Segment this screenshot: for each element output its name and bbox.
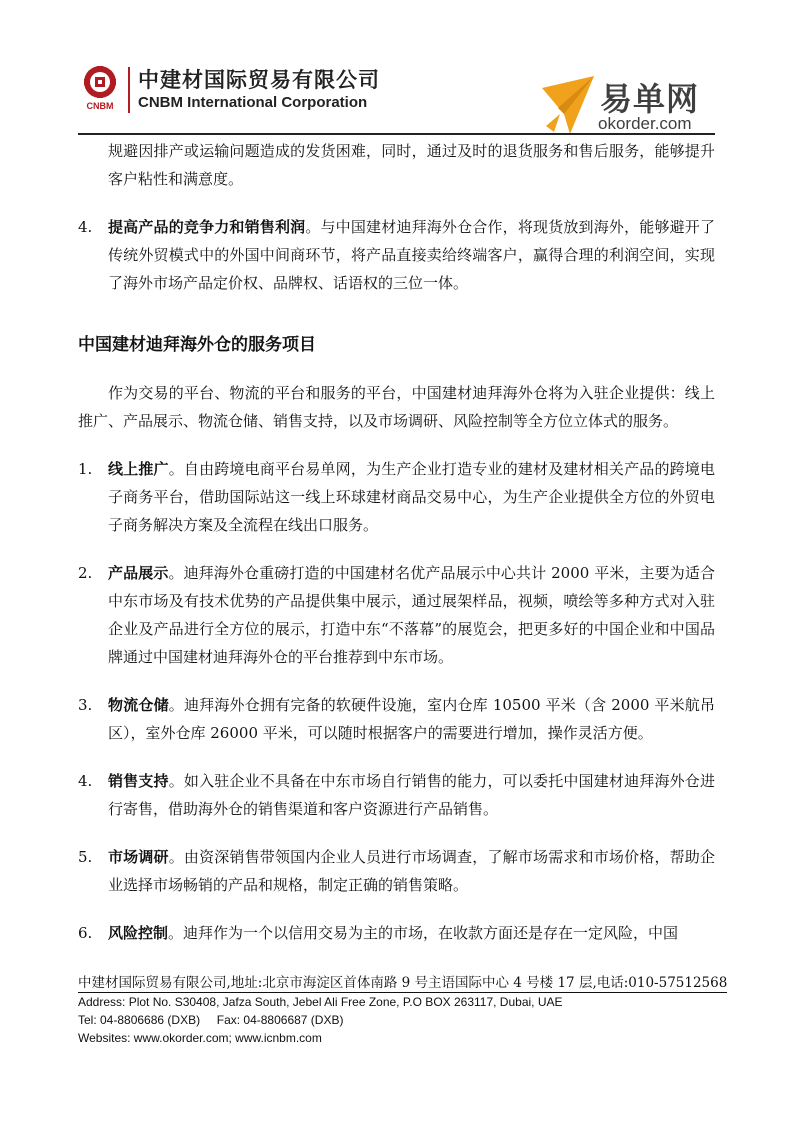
item-number: 4. [78, 218, 93, 236]
cnbm-logo [78, 60, 380, 120]
header-rule [78, 133, 715, 135]
intro-paragraph: 作为交易的平台、物流的平台和服务的平台，中国建材迪拜海外仓将为入驻企业提供：线上推广、产品展示、物流仓储、销售支持，以及市场调研、风险控制等全方位立体式的服务。 [78, 384, 715, 430]
service-item [78, 455, 715, 539]
item-title: 线上推广 [108, 460, 169, 478]
item-number: 6. [78, 924, 93, 942]
footer-websites: Websites: www.okorder.com; www.icnbm.com [78, 1031, 322, 1045]
item-text: 。迪拜海外仓重磅打造的中国建材名优产品展示中心共计 2000 平米，主要为适合中东市场及有技术优势的产品提供集中展示，通过展架样品，视频，喷绘等多种方式对入驻企业及产品进行全方位的展示，打造中东“不落幕”的展览会，把更多好的中国企业和中国品牌通过中国建材迪拜海外仓的平台推荐到中东市场。 [108, 564, 715, 666]
cnbm-emblem-icon [78, 63, 122, 117]
logo-abbr: CNBM [86, 101, 114, 111]
item-text: 。迪拜海外仓拥有完备的软硬件设施，室内仓库 10500 平米（含 2000 平米航吊区），室外仓库 26000 平米，可以随时根据客户的需要进行增加，操作灵活方便。 [108, 696, 715, 742]
continued-paragraph: 规避因排产或运输问题造成的发货困难，同时，通过及时的退货服务和售后服务，能够提升客户粘性和满意度。 [108, 142, 715, 188]
item-title: 产品展示 [108, 564, 169, 582]
service-item [78, 559, 715, 671]
company-name-cn: 中建材国际贸易有限公司 [138, 68, 380, 92]
section-title: 中国建材迪拜海外仓的服务项目 [78, 335, 316, 355]
item-number: 2. [78, 564, 93, 582]
item-title: 销售支持 [108, 772, 169, 790]
item-number: 5. [78, 848, 93, 866]
document-body [78, 137, 715, 947]
item-text: 。由资深销售带领国内企业人员进行市场调查，了解市场需求和市场价格，帮助企业选择市场畅销的产品和规格，制定正确的销售策略。 [108, 848, 715, 894]
item-text: 。与中国建材迪拜海外仓合作，将现货放到海外，能够避开了传统外贸模式中的外国中间商环节，将产品直接卖给终端客户，赢得合理的利润空间，实现了海外市场产品定价权、品牌权、话语权的三位一体。 [108, 218, 715, 292]
footer-address-dubai: Address: Plot No. S30408, Jafza South, Jebel Ali Free Zone, P.O BOX 263117, Dubai, UAE [78, 995, 563, 1009]
item-number: 3. [78, 696, 93, 714]
item-title: 提高产品的竞争力和销售利润 [108, 218, 306, 236]
item-title: 风险控制 [108, 924, 169, 942]
logo-divider [128, 67, 130, 113]
advantage-item-4 [78, 213, 715, 297]
okorder-logo [540, 74, 715, 136]
page-footer [78, 972, 728, 1047]
service-item [78, 691, 715, 747]
item-number: 1. [78, 460, 93, 478]
item-title: 物流仓储 [108, 696, 169, 714]
service-item [78, 767, 715, 823]
item-text: 。迪拜作为一个以信用交易为主的市场，在收款方面还是存在一定风险，中国 [168, 924, 679, 942]
service-item [78, 843, 715, 899]
item-text: 。自由跨境电商平台易单网，为生产企业打造专业的建材及建材相关产品的跨境电子商务平台，借助国际站这一线上环球建材商品交易中心，为生产企业提供全方位的外贸电子商务解决方案及全流程在线出口服务。 [108, 460, 715, 534]
service-item [78, 919, 715, 947]
footer-tel-fax: Tel: 04-8806686 (DXB) Fax: 04-8806687 (DXB) [78, 1013, 344, 1027]
paper-plane-icon [540, 74, 596, 136]
item-title: 市场调研 [108, 848, 169, 866]
brand-name-en: okorder.com [598, 114, 692, 133]
item-text: 。如入驻企业不具备在中东市场自行销售的能力，可以委托中国建材迪拜海外仓进行寄售，借助海外仓的销售渠道和客户资源进行产品销售。 [108, 772, 715, 818]
footer-company-address: 中建材国际贸易有限公司,地址:北京市海淀区首体南路 9 号主语国际中心 4 号楼 17 层,电话:010-57512568 [78, 975, 728, 991]
brand-name-cn: 易单网 [600, 80, 700, 118]
company-name-en: CNBM International Corporation [138, 94, 368, 111]
item-number: 4. [78, 772, 93, 790]
